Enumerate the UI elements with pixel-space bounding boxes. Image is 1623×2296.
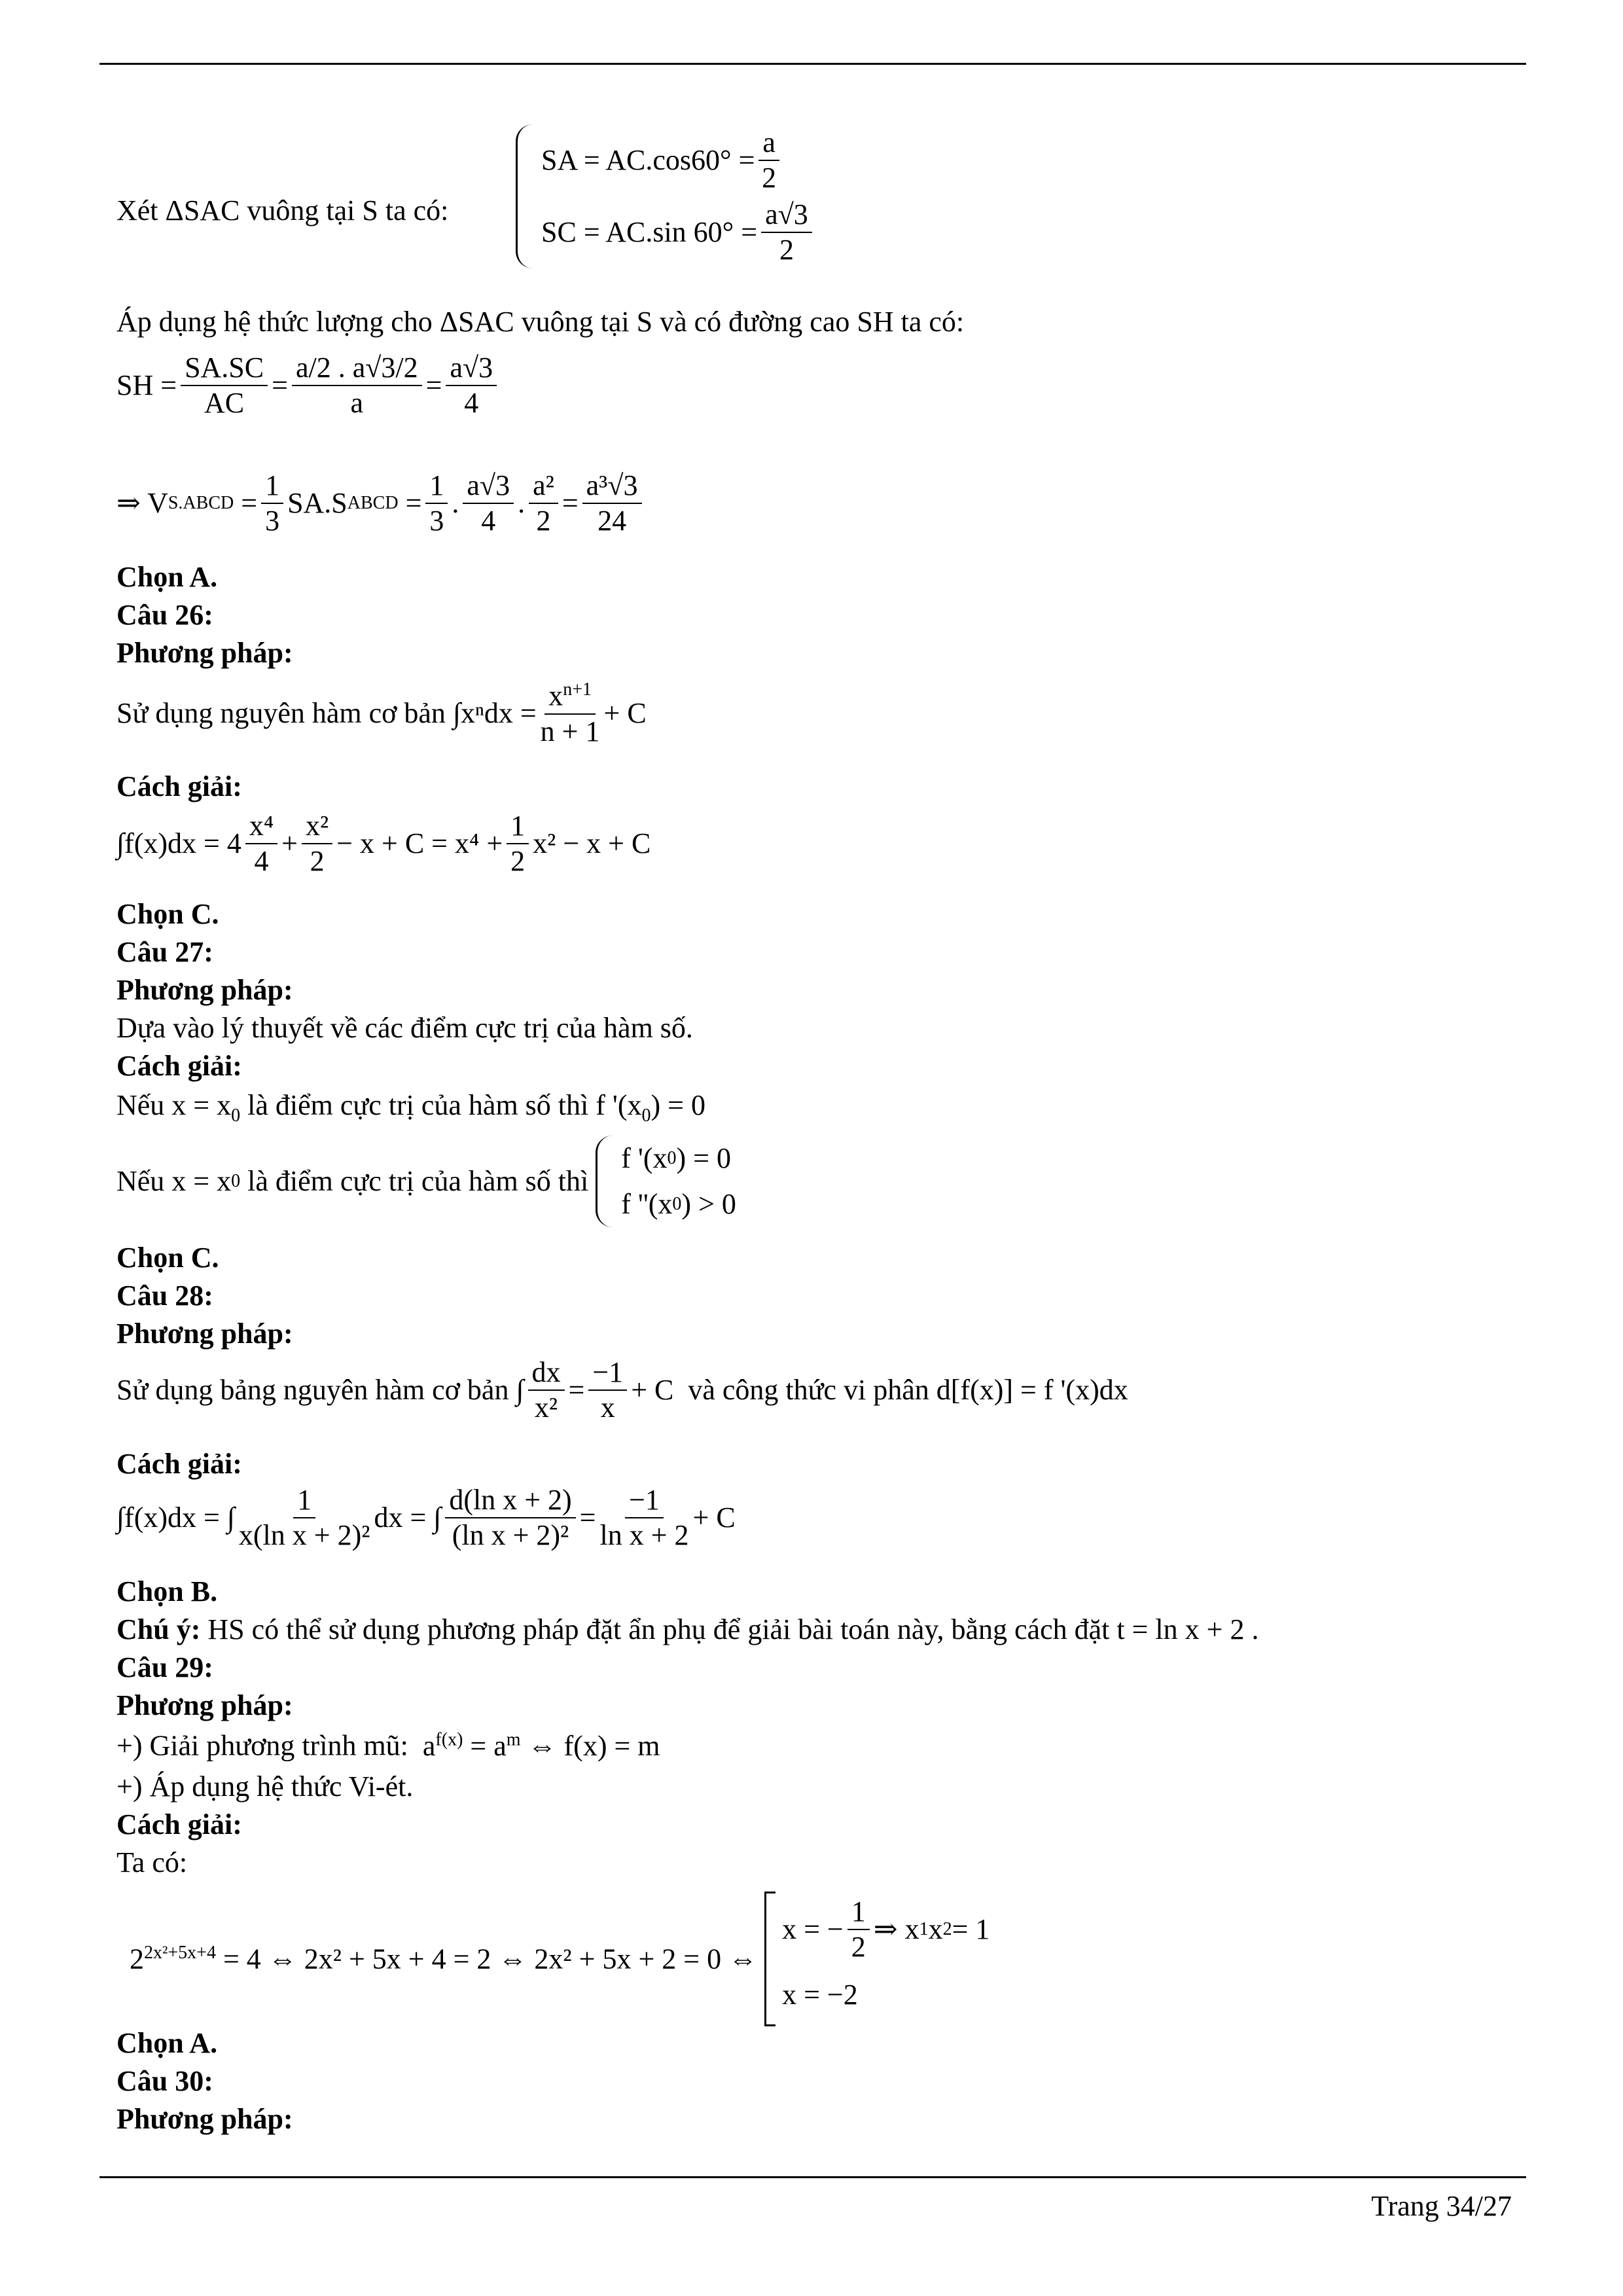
cau-29: Câu 29: xyxy=(116,1651,213,1683)
sc-equation: SC = AC.sin 60° = xyxy=(541,216,758,248)
taco: Ta có: xyxy=(116,1846,188,1878)
volume-formula: ⇒ V S.ABCD = $\frac{1}{3}$ SA.S ABCD = $\frac{1}{3}$ . $\frac{a√3}{4}$ . $\frac{\text{a²}}{2}$ = $\frac{\text{a³√3}}{24}$ xyxy=(116,471,646,535)
cau-28: Câu 28: xyxy=(116,1280,213,1312)
sh-formula: SH = $\frac{SA.SC}{AC}$ = $\frac{a/2 . a√3/2}{a}$ = $\frac{a√3}{4}$ xyxy=(116,353,501,418)
neu2-line: Nếu x = x 0 là điểm cực trị của hàm số thì f '(x 0 ) = 0 f ''(x 0 ) > 0 xyxy=(116,1136,736,1227)
sac-system xyxy=(516,124,816,268)
sudung26-line: Sử dụng nguyên hàm cơ bản ∫xⁿdx = $\frac{x^{n+1}}{n + 1}$ + C xyxy=(116,679,647,747)
dua-27: Dựa vào lý thuyết về các điểm cực trị của hàm số. xyxy=(116,1012,693,1044)
neu1-line: Nếu $x = x_0$ là điểm cực trị của hàm số thì f '$(x_0) = 0$ xyxy=(116,1089,705,1126)
pp-28: Phương pháp: xyxy=(116,1318,293,1350)
pp-26: Phương pháp: xyxy=(116,637,293,669)
chon-a-2: Chọn A. xyxy=(116,2027,218,2059)
sa-equation: SA = AC.cos60° = xyxy=(541,144,755,176)
xet-text: Xét ΔSAC vuông tại S ta có: xyxy=(116,194,449,226)
sudung28-line: Sử dụng bảng nguyên hàm cơ bản ∫ $\frac{dx}{\text{x²}}$ = $\frac{-1}{x}$ + C và công thức vi phân d[f(x)] = f '(x)dx xyxy=(116,1356,1128,1424)
integral28: ∫f(x)dx = ∫ $\frac{1}{\text{x(ln x + 2)²}}$ dx = ∫ $\frac{\text{d(ln x + 2)}}{\text{(ln x + 2)²}}$ = $\frac{-1}{\text{ln x + 2}}$ + C xyxy=(116,1484,736,1551)
cau-26: Câu 26: xyxy=(116,599,213,631)
curly-brace-icon xyxy=(596,1136,615,1227)
exp-equation: $2^{2x^2+5x+4} = 4$ ⇔ 2x² + 5x + 4 = 2 ⇔ 2x² + 5x + 2 = 0 ⇔ x = − $\frac{1}{2}$ ⇒ x 1 x 2 = 1 x = −2 xyxy=(130,1892,990,2026)
pp-30: Phương pháp: xyxy=(116,2103,293,2135)
cg-26: Cách giải: xyxy=(116,770,242,802)
chuy-line: Chú ý: HS có thể sử dụng phương pháp đặt ẩn phụ để giải bài toán này, bằng cách đặt t = ln x + 2 . xyxy=(116,1613,1259,1645)
chon-a-1: Chọn A. xyxy=(116,561,218,593)
apdung-line: Áp dụng hệ thức lượng cho ΔSAC vuông tại S và có đường cao SH ta có: xyxy=(116,306,965,338)
cg-28: Cách giải: xyxy=(116,1448,242,1480)
cau-30: Câu 30: xyxy=(116,2065,213,2097)
header-rule xyxy=(99,63,1526,65)
pp-27: Phương pháp: xyxy=(116,974,293,1006)
a-over-2: $\frac{a}{2}$ xyxy=(758,128,779,192)
page-number: Trang 34/27 xyxy=(1371,2190,1512,2222)
chon-c-2: Chọn C. xyxy=(116,1242,219,1274)
curly-brace-icon xyxy=(516,124,535,268)
cg-27: Cách giải: xyxy=(116,1050,242,1082)
chon-b: Chọn B. xyxy=(116,1575,218,1607)
footer-rule xyxy=(99,2176,1526,2178)
a-sqrt3-over-2: $\frac{a√3}{2}$ xyxy=(761,200,812,264)
giai29-line: +) Giải phương trình mũ: $a^{f(x)} = a^m$ ⇔ f(x) = m xyxy=(116,1729,660,1762)
apdung-29: +) Áp dụng hệ thức Vi-ét. xyxy=(116,1770,414,1803)
cg-29: Cách giải: xyxy=(116,1808,242,1840)
cau-27: Câu 27: xyxy=(116,936,213,968)
bracket-icon xyxy=(764,1892,776,2026)
integral26: ∫f(x)dx = 4 $\frac{\text{x⁴}}{4}$ + $\frac{\text{x²}}{2}$ − x + C = x⁴ + $\frac{1}{2}$ x² − x + C xyxy=(116,810,651,877)
chon-c-1: Chọn C. xyxy=(116,898,219,930)
xet-line xyxy=(116,196,448,225)
pp-29: Phương pháp: xyxy=(116,1689,293,1721)
